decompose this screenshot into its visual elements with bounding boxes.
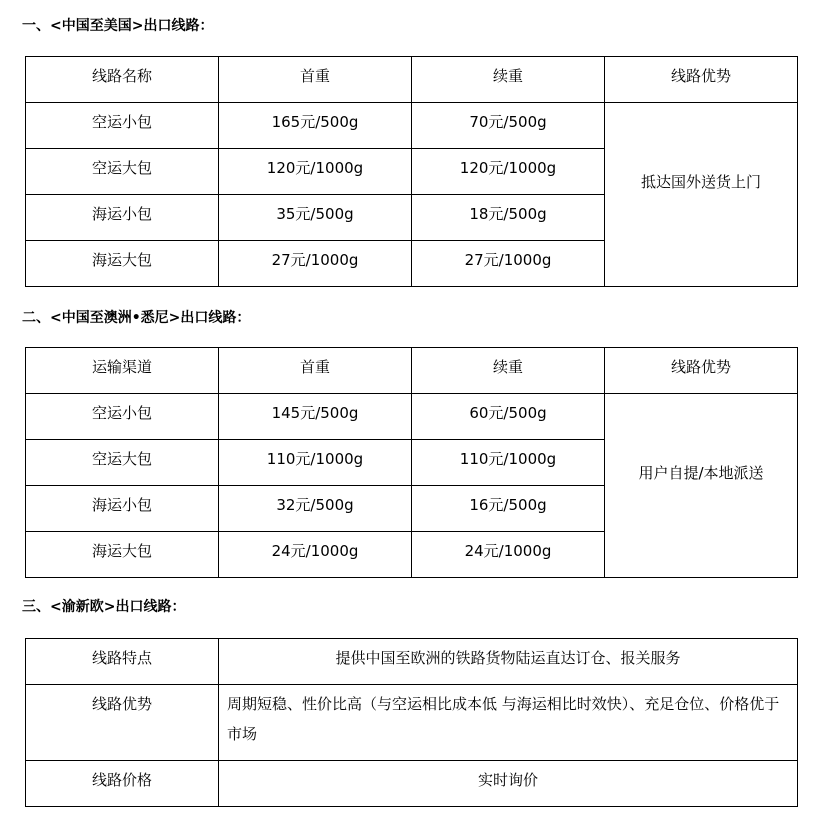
header-extra-weight: 续重	[412, 57, 605, 103]
advantage-value: 周期短稳、性价比高（与空运相比成本低 与海运相比时效快）、充足仓位、价格优于市场	[219, 685, 798, 761]
advantage-cell	[605, 103, 798, 287]
price-value: 实时询价	[219, 761, 798, 807]
route-name-cell: 空运小包	[26, 103, 219, 149]
usa-route-table	[25, 56, 798, 287]
header-extra-weight: 续重	[412, 348, 605, 394]
first-weight-cell: 120元/1000g	[219, 149, 412, 195]
first-weight-cell: 110元/1000g	[219, 440, 412, 486]
feature-label: 线路特点	[26, 639, 219, 685]
first-weight-cell: 165元/500g	[219, 103, 412, 149]
header-route-advantage: 线路优势	[605, 57, 798, 103]
first-weight-cell: 27元/1000g	[219, 241, 412, 287]
australia-route-table	[25, 347, 798, 578]
extra-weight-cell: 24元/1000g	[412, 532, 605, 578]
table-header-row	[26, 57, 798, 103]
route-name-cell: 海运大包	[26, 241, 219, 287]
section-1-title: 一、<中国至美国>出口线路：	[22, 18, 214, 34]
table-row	[26, 394, 798, 440]
header-first-weight: 首重	[219, 57, 412, 103]
route-name-cell: 空运小包	[26, 394, 219, 440]
extra-weight-cell: 27元/1000g	[412, 241, 605, 287]
route-name-cell: 空运大包	[26, 149, 219, 195]
extra-weight-cell: 110元/1000g	[412, 440, 605, 486]
route-name-cell: 海运小包	[26, 486, 219, 532]
first-weight-cell: 32元/500g	[219, 486, 412, 532]
table-row	[26, 639, 798, 685]
route-name-cell: 空运大包	[26, 440, 219, 486]
first-weight-cell: 35元/500g	[219, 195, 412, 241]
extra-weight-cell: 120元/1000g	[412, 149, 605, 195]
advantage-text: 抵达国外送货上门	[640, 172, 761, 191]
header-channel: 运输渠道	[26, 348, 219, 394]
extra-weight-cell: 70元/500g	[412, 103, 605, 149]
extra-weight-cell: 18元/500g	[412, 195, 605, 241]
table-row	[26, 103, 798, 149]
advantage-label: 线路优势	[26, 685, 219, 761]
section-2-title: 二、<中国至澳洲•悉尼>出口线路：	[22, 310, 251, 326]
advantage-text: 用户自提/本地派送	[638, 463, 764, 482]
header-first-weight: 首重	[219, 348, 412, 394]
route-name-cell: 海运大包	[26, 532, 219, 578]
table-row	[26, 685, 798, 761]
extra-weight-cell: 16元/500g	[412, 486, 605, 532]
section-3-title: 三、<渝新欧>出口线路：	[22, 599, 186, 615]
header-route-advantage: 线路优势	[605, 348, 798, 394]
extra-weight-cell: 60元/500g	[412, 394, 605, 440]
price-label: 线路价格	[26, 761, 219, 807]
table-header-row	[26, 348, 798, 394]
header-route-name: 线路名称	[26, 57, 219, 103]
route-name-cell: 海运小包	[26, 195, 219, 241]
first-weight-cell: 24元/1000g	[219, 532, 412, 578]
first-weight-cell: 145元/500g	[219, 394, 412, 440]
table-row	[26, 761, 798, 807]
advantage-cell	[605, 394, 798, 578]
feature-value: 提供中国至欧洲的铁路货物陆运直达订仓、报关服务	[219, 639, 798, 685]
yuxinou-route-table	[25, 638, 798, 807]
